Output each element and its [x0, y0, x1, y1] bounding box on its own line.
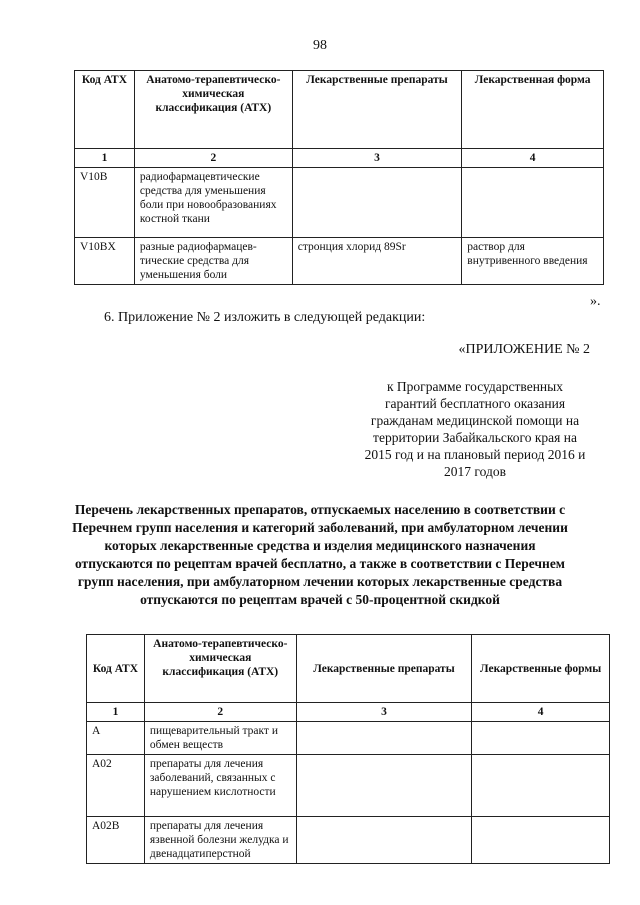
table-row	[75, 168, 604, 238]
row-drug: стронция хлорид 89Sr	[292, 238, 462, 285]
column-number: 1	[75, 149, 135, 168]
table-row	[87, 722, 610, 755]
table-header-row	[87, 635, 610, 703]
header-classification: Анатомо-терапевтическо-химическая классификация (АТХ)	[134, 71, 292, 149]
row-form: раствор для внутривенного введения	[462, 238, 604, 285]
header-drugs: Лекарственные препараты	[296, 635, 472, 703]
column-number: 3	[296, 703, 472, 722]
header-forms: Лекарственные формы	[472, 635, 610, 703]
column-number: 3	[292, 149, 462, 168]
header-code: Код АТХ	[87, 635, 145, 703]
table-row	[87, 817, 610, 864]
column-number: 4	[472, 703, 610, 722]
row-code: A	[87, 722, 145, 755]
row-classification: пищеварительный тракт и обмен веществ	[144, 722, 296, 755]
column-number-row	[75, 149, 604, 168]
row-code: A02	[87, 755, 145, 817]
document-heading: Перечень лекарственных препаратов, отпускаемых населению в соответствии с Перечнем групп населения и категорий заболеваний, при амбулаторном лечении которых лекарственные средства и изделия медицинского назначения отпускаются по рецептам врачей бесплатно, а также в соответствии с Перечнем групп населения, при амбулаторном лечении которых лекарственные средства отпускаются по рецептам врачей с 50-процентной скидкой	[72, 502, 568, 607]
column-number: 2	[134, 149, 292, 168]
atc-drug-list-table	[86, 634, 610, 864]
row-drug	[292, 168, 462, 238]
row-drug	[296, 817, 472, 864]
header-classification: Анатомо-терапевтическо-химическая классификация (АТХ)	[144, 635, 296, 703]
appendix-subtitle: к Программе государственных гарантий бесплатного оказания гражданам медицинской помощи на территории Забайкальского края на 2015 год и на плановый период 2016 и 2017 годов	[364, 379, 586, 479]
appendix-title: «ПРИЛОЖЕНИЕ № 2	[458, 342, 590, 357]
row-code: V10B	[75, 168, 135, 238]
row-drug	[296, 722, 472, 755]
header-drugs: Лекарственные препараты	[292, 71, 462, 149]
row-code: V10BX	[75, 238, 135, 285]
column-number-row	[87, 703, 610, 722]
closing-quote: ».	[590, 294, 601, 309]
page-number: 98	[313, 38, 327, 53]
row-drug	[296, 755, 472, 817]
row-classification: разные радиофармацев-тические средства для уменьшения боли	[134, 238, 292, 285]
table-row	[87, 755, 610, 817]
amendment-paragraph: 6. Приложение № 2 изложить в следующей редакции:	[104, 310, 426, 325]
header-form: Лекарственная форма	[462, 71, 604, 149]
row-classification: препараты для лечения заболеваний, связанных с нарушением кислотности	[144, 755, 296, 817]
header-code: Код АТХ	[75, 71, 135, 149]
row-form	[472, 817, 610, 864]
row-form	[472, 755, 610, 817]
row-form	[462, 168, 604, 238]
row-classification: препараты для лечения язвенной болезни желудка и двенадцатиперстной	[144, 817, 296, 864]
atc-table-continuation	[74, 70, 604, 285]
row-form	[472, 722, 610, 755]
row-classification: радиофармацевтические средства для уменьшения боли при новообразованиях костной ткани	[134, 168, 292, 238]
table-row	[75, 238, 604, 285]
column-number: 2	[144, 703, 296, 722]
column-number: 4	[462, 149, 604, 168]
column-number: 1	[87, 703, 145, 722]
row-code: A02B	[87, 817, 145, 864]
table-header-row	[75, 71, 604, 149]
